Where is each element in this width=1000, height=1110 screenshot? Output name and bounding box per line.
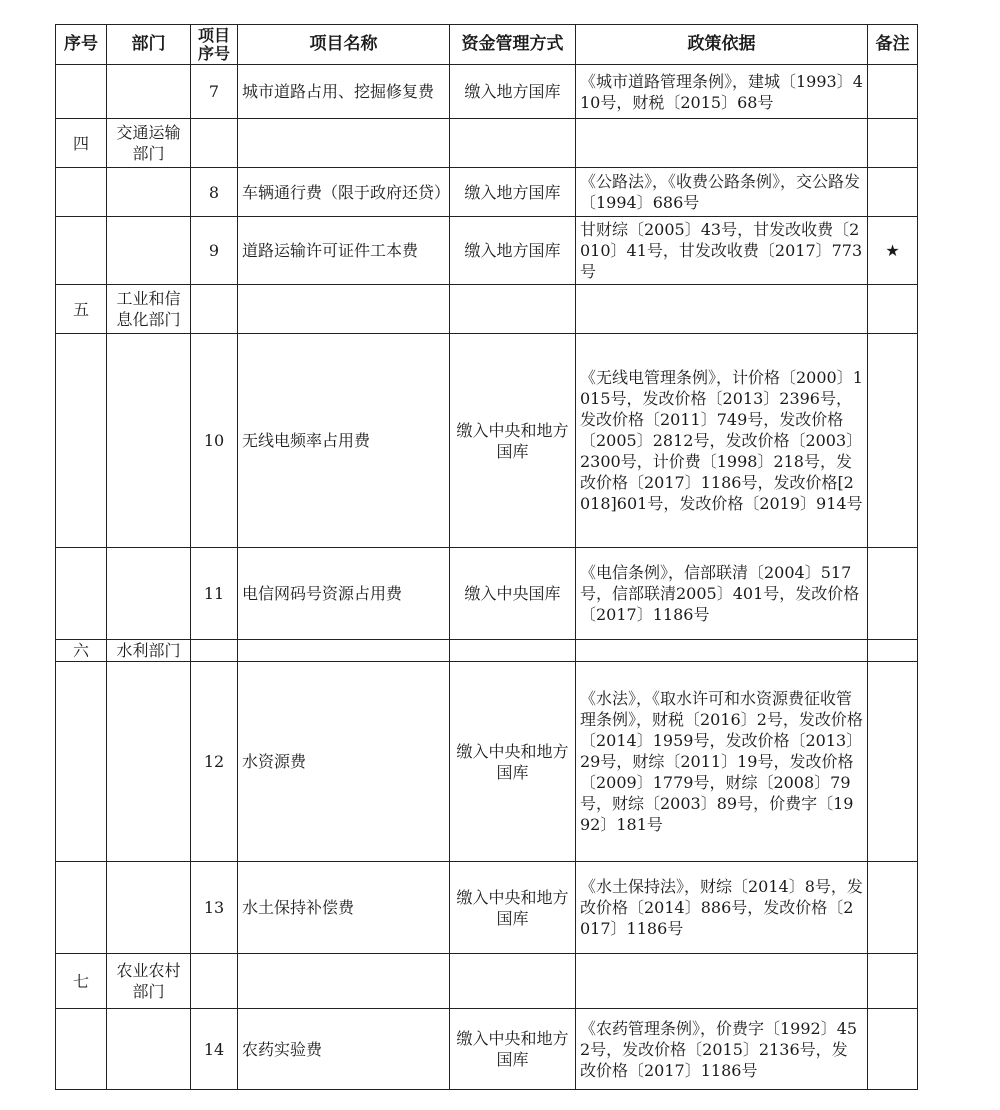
policy-cell: 《电信条例》，信部联清〔2004〕517号，信部联清2005〕401号，发改价格〔2017〕1186号 bbox=[576, 548, 868, 640]
remark-cell bbox=[868, 334, 918, 548]
empty-cell bbox=[868, 954, 918, 1009]
remark-cell bbox=[868, 65, 918, 119]
remark-cell bbox=[868, 662, 918, 862]
item-no-cell: 10 bbox=[191, 334, 238, 548]
item-no-cell: 7 bbox=[191, 65, 238, 119]
empty-cell bbox=[238, 954, 450, 1009]
empty-cell bbox=[191, 954, 238, 1009]
dept-cell: 工业和信息化部门 bbox=[107, 285, 191, 334]
empty-cell bbox=[576, 954, 868, 1009]
fee-table bbox=[55, 24, 918, 1090]
policy-cell: 甘财综〔2005〕43号，甘发改收费〔2010〕41号，甘发改收费〔2017〕773号 bbox=[576, 217, 868, 285]
seq-cell bbox=[56, 662, 107, 862]
dept-cell: 水利部门 bbox=[107, 640, 191, 662]
department-row bbox=[56, 285, 918, 334]
header-remark: 备注 bbox=[868, 25, 918, 65]
empty-cell bbox=[191, 285, 238, 334]
fund-cell: 缴入中央和地方国库 bbox=[450, 862, 576, 954]
empty-cell bbox=[238, 119, 450, 168]
empty-cell bbox=[450, 954, 576, 1009]
table-row bbox=[56, 548, 918, 640]
seq-cell bbox=[56, 862, 107, 954]
fund-cell: 缴入中央国库 bbox=[450, 548, 576, 640]
seq-cell bbox=[56, 1009, 107, 1090]
header-item-no: 项目序号 bbox=[191, 25, 238, 65]
seq-cell: 六 bbox=[56, 640, 107, 662]
dept-cell: 交通运输部门 bbox=[107, 119, 191, 168]
dept-cell bbox=[107, 1009, 191, 1090]
seq-cell: 七 bbox=[56, 954, 107, 1009]
item-no-cell: 8 bbox=[191, 168, 238, 217]
empty-cell bbox=[238, 285, 450, 334]
dept-cell bbox=[107, 65, 191, 119]
dept-cell bbox=[107, 217, 191, 285]
table-row bbox=[56, 662, 918, 862]
header-policy: 政策依据 bbox=[576, 25, 868, 65]
item-no-cell: 13 bbox=[191, 862, 238, 954]
policy-cell: 《水法》，《取水许可和水资源费征收管理条例》，财税〔2016〕2号，发改价格〔2014〕1959号，发改价格〔2013〕29号，财综〔2011〕19号，发改价格〔2009〕1779号，财综〔2008〕79号，财综〔2003〕89号，价费字〔1992〕181号 bbox=[576, 662, 868, 862]
fund-cell: 缴入中央和地方国库 bbox=[450, 662, 576, 862]
item-no-cell: 14 bbox=[191, 1009, 238, 1090]
policy-cell: 《无线电管理条例》，计价格〔2000〕1015号，发改价格〔2013〕2396号，发改价格〔2011〕749号，发改价格〔2005〕2812号，发改价格〔2003〕2300号，计价费〔1998〕218号，发改价格〔2017〕1186号，发改价格[2018]601号，发改价格〔2019〕914号 bbox=[576, 334, 868, 548]
policy-cell: 《公路法》，《收费公路条例》，交公路发〔1994〕686号 bbox=[576, 168, 868, 217]
seq-cell bbox=[56, 168, 107, 217]
item-name-cell: 车辆通行费（限于政府还贷） bbox=[238, 168, 450, 217]
table-row bbox=[56, 334, 918, 548]
empty-cell bbox=[868, 285, 918, 334]
item-name-cell: 无线电频率占用费 bbox=[238, 334, 450, 548]
item-name-cell: 农药实验费 bbox=[238, 1009, 450, 1090]
item-name-cell: 水土保持补偿费 bbox=[238, 862, 450, 954]
header-seq: 序号 bbox=[56, 25, 107, 65]
star-icon: ★ bbox=[868, 217, 918, 285]
table-row bbox=[56, 1009, 918, 1090]
header-fund: 资金管理方式 bbox=[450, 25, 576, 65]
empty-cell bbox=[450, 640, 576, 662]
fund-cell: 缴入中央和地方国库 bbox=[450, 1009, 576, 1090]
item-name-cell: 水资源费 bbox=[238, 662, 450, 862]
dept-cell bbox=[107, 334, 191, 548]
seq-cell: 四 bbox=[56, 119, 107, 168]
table-row bbox=[56, 862, 918, 954]
department-row bbox=[56, 954, 918, 1009]
seq-cell bbox=[56, 217, 107, 285]
empty-cell bbox=[191, 119, 238, 168]
seq-cell bbox=[56, 65, 107, 119]
item-no-cell: 11 bbox=[191, 548, 238, 640]
dept-cell bbox=[107, 168, 191, 217]
department-row bbox=[56, 119, 918, 168]
dept-cell bbox=[107, 862, 191, 954]
fund-cell: 缴入地方国库 bbox=[450, 65, 576, 119]
seq-cell: 五 bbox=[56, 285, 107, 334]
empty-cell bbox=[576, 285, 868, 334]
seq-cell bbox=[56, 548, 107, 640]
header-dept: 部门 bbox=[107, 25, 191, 65]
dept-cell bbox=[107, 548, 191, 640]
header-name: 项目名称 bbox=[238, 25, 450, 65]
seq-cell bbox=[56, 334, 107, 548]
dept-cell: 农业农村部门 bbox=[107, 954, 191, 1009]
item-name-cell: 道路运输许可证件工本费 bbox=[238, 217, 450, 285]
dept-cell bbox=[107, 662, 191, 862]
empty-cell bbox=[868, 640, 918, 662]
remark-cell bbox=[868, 168, 918, 217]
remark-cell bbox=[868, 862, 918, 954]
item-no-cell: 9 bbox=[191, 217, 238, 285]
empty-cell bbox=[450, 285, 576, 334]
policy-cell: 《农药管理条例》，价费字〔1992〕452号，发改价格〔2015〕2136号，发改价格〔2017〕1186号 bbox=[576, 1009, 868, 1090]
empty-cell bbox=[576, 640, 868, 662]
empty-cell bbox=[191, 640, 238, 662]
empty-cell bbox=[238, 640, 450, 662]
policy-cell: 《城市道路管理条例》，建城〔1993〕410号，财税〔2015〕68号 bbox=[576, 65, 868, 119]
remark-cell bbox=[868, 548, 918, 640]
empty-cell bbox=[450, 119, 576, 168]
header-row bbox=[56, 25, 918, 65]
table-row bbox=[56, 65, 918, 119]
empty-cell bbox=[576, 119, 868, 168]
item-name-cell: 电信网码号资源占用费 bbox=[238, 548, 450, 640]
item-name-cell: 城市道路占用、挖掘修复费 bbox=[238, 65, 450, 119]
fund-cell: 缴入地方国库 bbox=[450, 217, 576, 285]
fund-cell: 缴入地方国库 bbox=[450, 168, 576, 217]
item-no-cell: 12 bbox=[191, 662, 238, 862]
department-row bbox=[56, 640, 918, 662]
policy-cell: 《水土保持法》，财综〔2014〕8号，发改价格〔2014〕886号，发改价格〔2017〕1186号 bbox=[576, 862, 868, 954]
table-row bbox=[56, 168, 918, 217]
empty-cell bbox=[868, 119, 918, 168]
fund-cell: 缴入中央和地方国库 bbox=[450, 334, 576, 548]
table-row bbox=[56, 217, 918, 285]
remark-cell bbox=[868, 1009, 918, 1090]
